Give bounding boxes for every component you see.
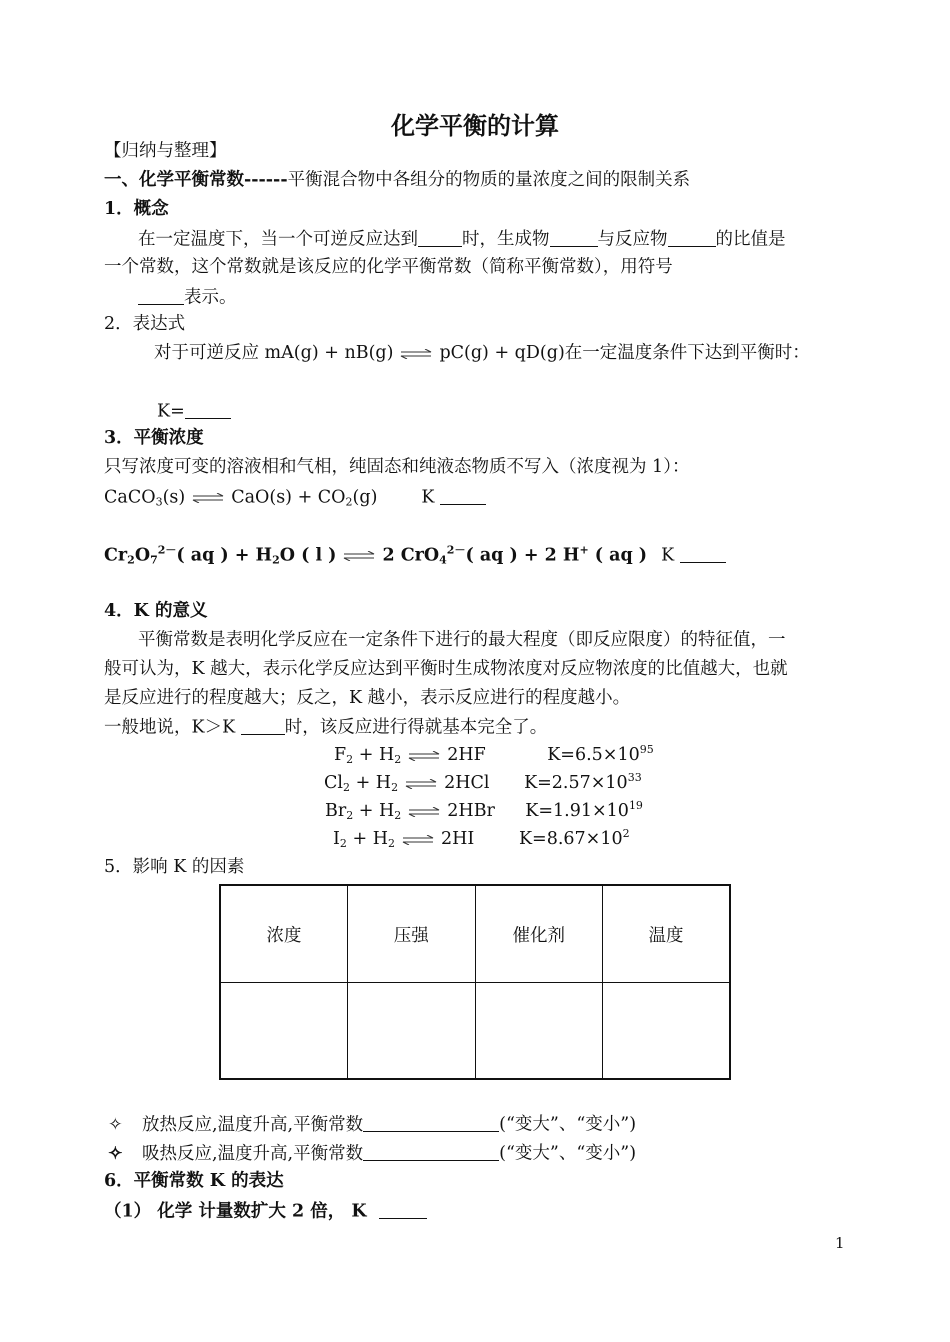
reaction-right: pC(g) + qD(g)在一定温度条件下达到平衡时： bbox=[439, 343, 810, 363]
table-cell-blank bbox=[603, 983, 731, 1080]
meaning-text-b: 时，该反应进行得就基本完全了。 bbox=[284, 717, 548, 738]
k-value: K=6.5×10 bbox=[547, 745, 640, 765]
blank-endothermic bbox=[363, 1142, 499, 1161]
concept-text-b: 时，生成物 bbox=[462, 229, 550, 250]
blank-products bbox=[550, 228, 598, 247]
concept-line-1 bbox=[138, 228, 786, 251]
blank-equilibrium bbox=[418, 228, 462, 247]
item-1-text: （1） 化学 计量数扩大 2 倍， K bbox=[104, 1201, 367, 1222]
section-3-heading: 3．平衡浓度 bbox=[104, 428, 204, 448]
equilibrium-arrow-icon bbox=[399, 349, 433, 359]
table-cell-blank bbox=[220, 983, 348, 1080]
halogen-row-f2: $F_2 + H_2$ 2HF $K=6.5\times 10^{95}$ bbox=[334, 743, 654, 766]
section-6-heading: 6．平衡常数 K 的表达 bbox=[104, 1171, 284, 1191]
product: 2HI bbox=[440, 829, 475, 849]
k-exponent: 19 bbox=[628, 799, 643, 812]
concept-line-3 bbox=[138, 286, 237, 309]
k-exponent: 33 bbox=[627, 771, 642, 784]
item-1 bbox=[104, 1200, 427, 1223]
table-header-concentration: 浓度 bbox=[220, 885, 348, 983]
table-header-pressure: 压强 bbox=[348, 885, 476, 983]
table-header-catalyst: 催化剂 bbox=[475, 885, 603, 983]
bullet-endothermic bbox=[108, 1142, 636, 1165]
blank-reactants bbox=[668, 228, 716, 247]
equilibrium-arrow-icon bbox=[401, 835, 435, 845]
section-4-heading: 4．K 的意义 bbox=[104, 601, 208, 621]
table-cell-blank bbox=[348, 983, 476, 1080]
heading-equilibrium-constant bbox=[104, 170, 690, 191]
bullet-text-a: 吸热反应,温度升高,平衡常数 bbox=[142, 1143, 364, 1164]
k-label: K= bbox=[157, 401, 185, 422]
halogen-row-i2: $I_2 + H_2$ 2HI $K=8.67\times 10^2$ bbox=[333, 827, 630, 850]
heading-label: 一、化学平衡常数------ bbox=[104, 170, 288, 190]
equation-caco3: CaCO$_3$(s) $CaO(s) + CO_2(g)$ K bbox=[104, 486, 486, 509]
equilibrium-arrow-icon bbox=[191, 493, 225, 503]
blank-k-threshold bbox=[241, 716, 285, 735]
table-cell-blank bbox=[475, 983, 603, 1080]
k-label: K bbox=[661, 545, 675, 566]
product: 2HBr bbox=[447, 801, 495, 821]
equilibrium-arrow-icon bbox=[342, 551, 376, 561]
section-tag: 【归纳与整理】 bbox=[104, 141, 227, 161]
concept-text-a: 在一定温度下，当一个可逆反应达到 bbox=[138, 229, 418, 250]
k-value: K=2.57×10 bbox=[524, 773, 628, 793]
blank-k-dichromate bbox=[680, 544, 726, 563]
equation-dichromate: $Cr_2O_7^{2-}$( aq ) + $H_2O$ ( l ) 2 CrO$_4^{2-}$( aq ) + 2 H+ ( aq ) K bbox=[104, 544, 726, 567]
product: 2HCl bbox=[444, 773, 490, 793]
table-header-temperature: 温度 bbox=[603, 885, 731, 983]
concept-line-2: 一个常数，这个常数就是该反应的化学平衡常数（简称平衡常数），用符号 bbox=[104, 257, 673, 277]
k-exponent: 95 bbox=[639, 743, 654, 756]
concept-text-e: 表示。 bbox=[184, 287, 237, 308]
page-number: 1 bbox=[835, 1234, 845, 1252]
reaction-left: 对于可逆反应 mA(g) + nB(g) bbox=[154, 343, 394, 363]
meaning-text-a: 一般地说，K＞K bbox=[104, 717, 241, 738]
section-2-heading: 2．表达式 bbox=[104, 314, 186, 334]
meaning-line-4 bbox=[104, 716, 547, 739]
concentration-note: 只写浓度可变的溶液相和气相，纯固态和纯液态物质不写入（浓度视为 1）： bbox=[104, 457, 690, 477]
blank-k-caco3 bbox=[440, 486, 486, 505]
k-label: K bbox=[421, 487, 435, 508]
section-1-heading: 1．概念 bbox=[104, 199, 169, 219]
meaning-line-1: 平衡常数是表明化学反应在一定条件下进行的最大程度（即反应限度）的特征值，一 bbox=[138, 630, 786, 650]
blank-exothermic bbox=[363, 1113, 499, 1132]
product: 2HF bbox=[447, 745, 486, 765]
bullet-exothermic bbox=[108, 1113, 636, 1136]
factors-table bbox=[219, 884, 731, 1080]
concept-text-c: 与反应物 bbox=[597, 229, 668, 250]
bullet-text-b: (“变大”、“变小”) bbox=[499, 1114, 637, 1135]
heading-description: 平衡混合物中各组分的物质的量浓度之间的限制关系 bbox=[287, 170, 691, 190]
halogen-row-br2: $Br_2 + H_2$ 2HBr $K=1.91\times 10^{19}$ bbox=[325, 799, 643, 822]
halogen-row-cl2: $Cl_2 + H_2$ 2HCl $K=2.57\times 10^{33}$ bbox=[324, 771, 642, 794]
blank-symbol bbox=[138, 286, 184, 305]
blank-item-1 bbox=[379, 1200, 427, 1219]
k-value: K=1.91×10 bbox=[525, 801, 629, 821]
blank-k-expression bbox=[185, 400, 231, 419]
general-reaction bbox=[154, 343, 810, 364]
equilibrium-arrow-icon bbox=[407, 751, 441, 761]
bullet-text-a: 放热反应,温度升高,平衡常数 bbox=[142, 1114, 364, 1135]
k-exponent: 2 bbox=[622, 827, 630, 840]
diamond-bullet-icon: ✧ bbox=[108, 1114, 123, 1135]
page-title: 化学平衡的计算 bbox=[391, 112, 559, 140]
k-value: K=8.67×10 bbox=[518, 829, 623, 849]
equilibrium-arrow-icon bbox=[407, 807, 441, 817]
diamond-bullet-icon: ✧ bbox=[108, 1143, 123, 1164]
meaning-line-3: 是反应进行的程度越大；反之，K 越小，表示反应进行的程度越小。 bbox=[104, 688, 631, 708]
concept-text-d: 的比值是 bbox=[715, 229, 786, 250]
meaning-line-2: 般可认为，K 越大，表示化学反应达到平衡时生成物浓度对反应物浓度的比值越大，也就 bbox=[104, 659, 788, 679]
equilibrium-arrow-icon bbox=[404, 779, 438, 789]
section-5-heading: 5．影响 K 的因素 bbox=[104, 857, 245, 877]
bullet-text-b: (“变大”、“变小”) bbox=[499, 1143, 637, 1164]
k-expression bbox=[157, 400, 231, 423]
